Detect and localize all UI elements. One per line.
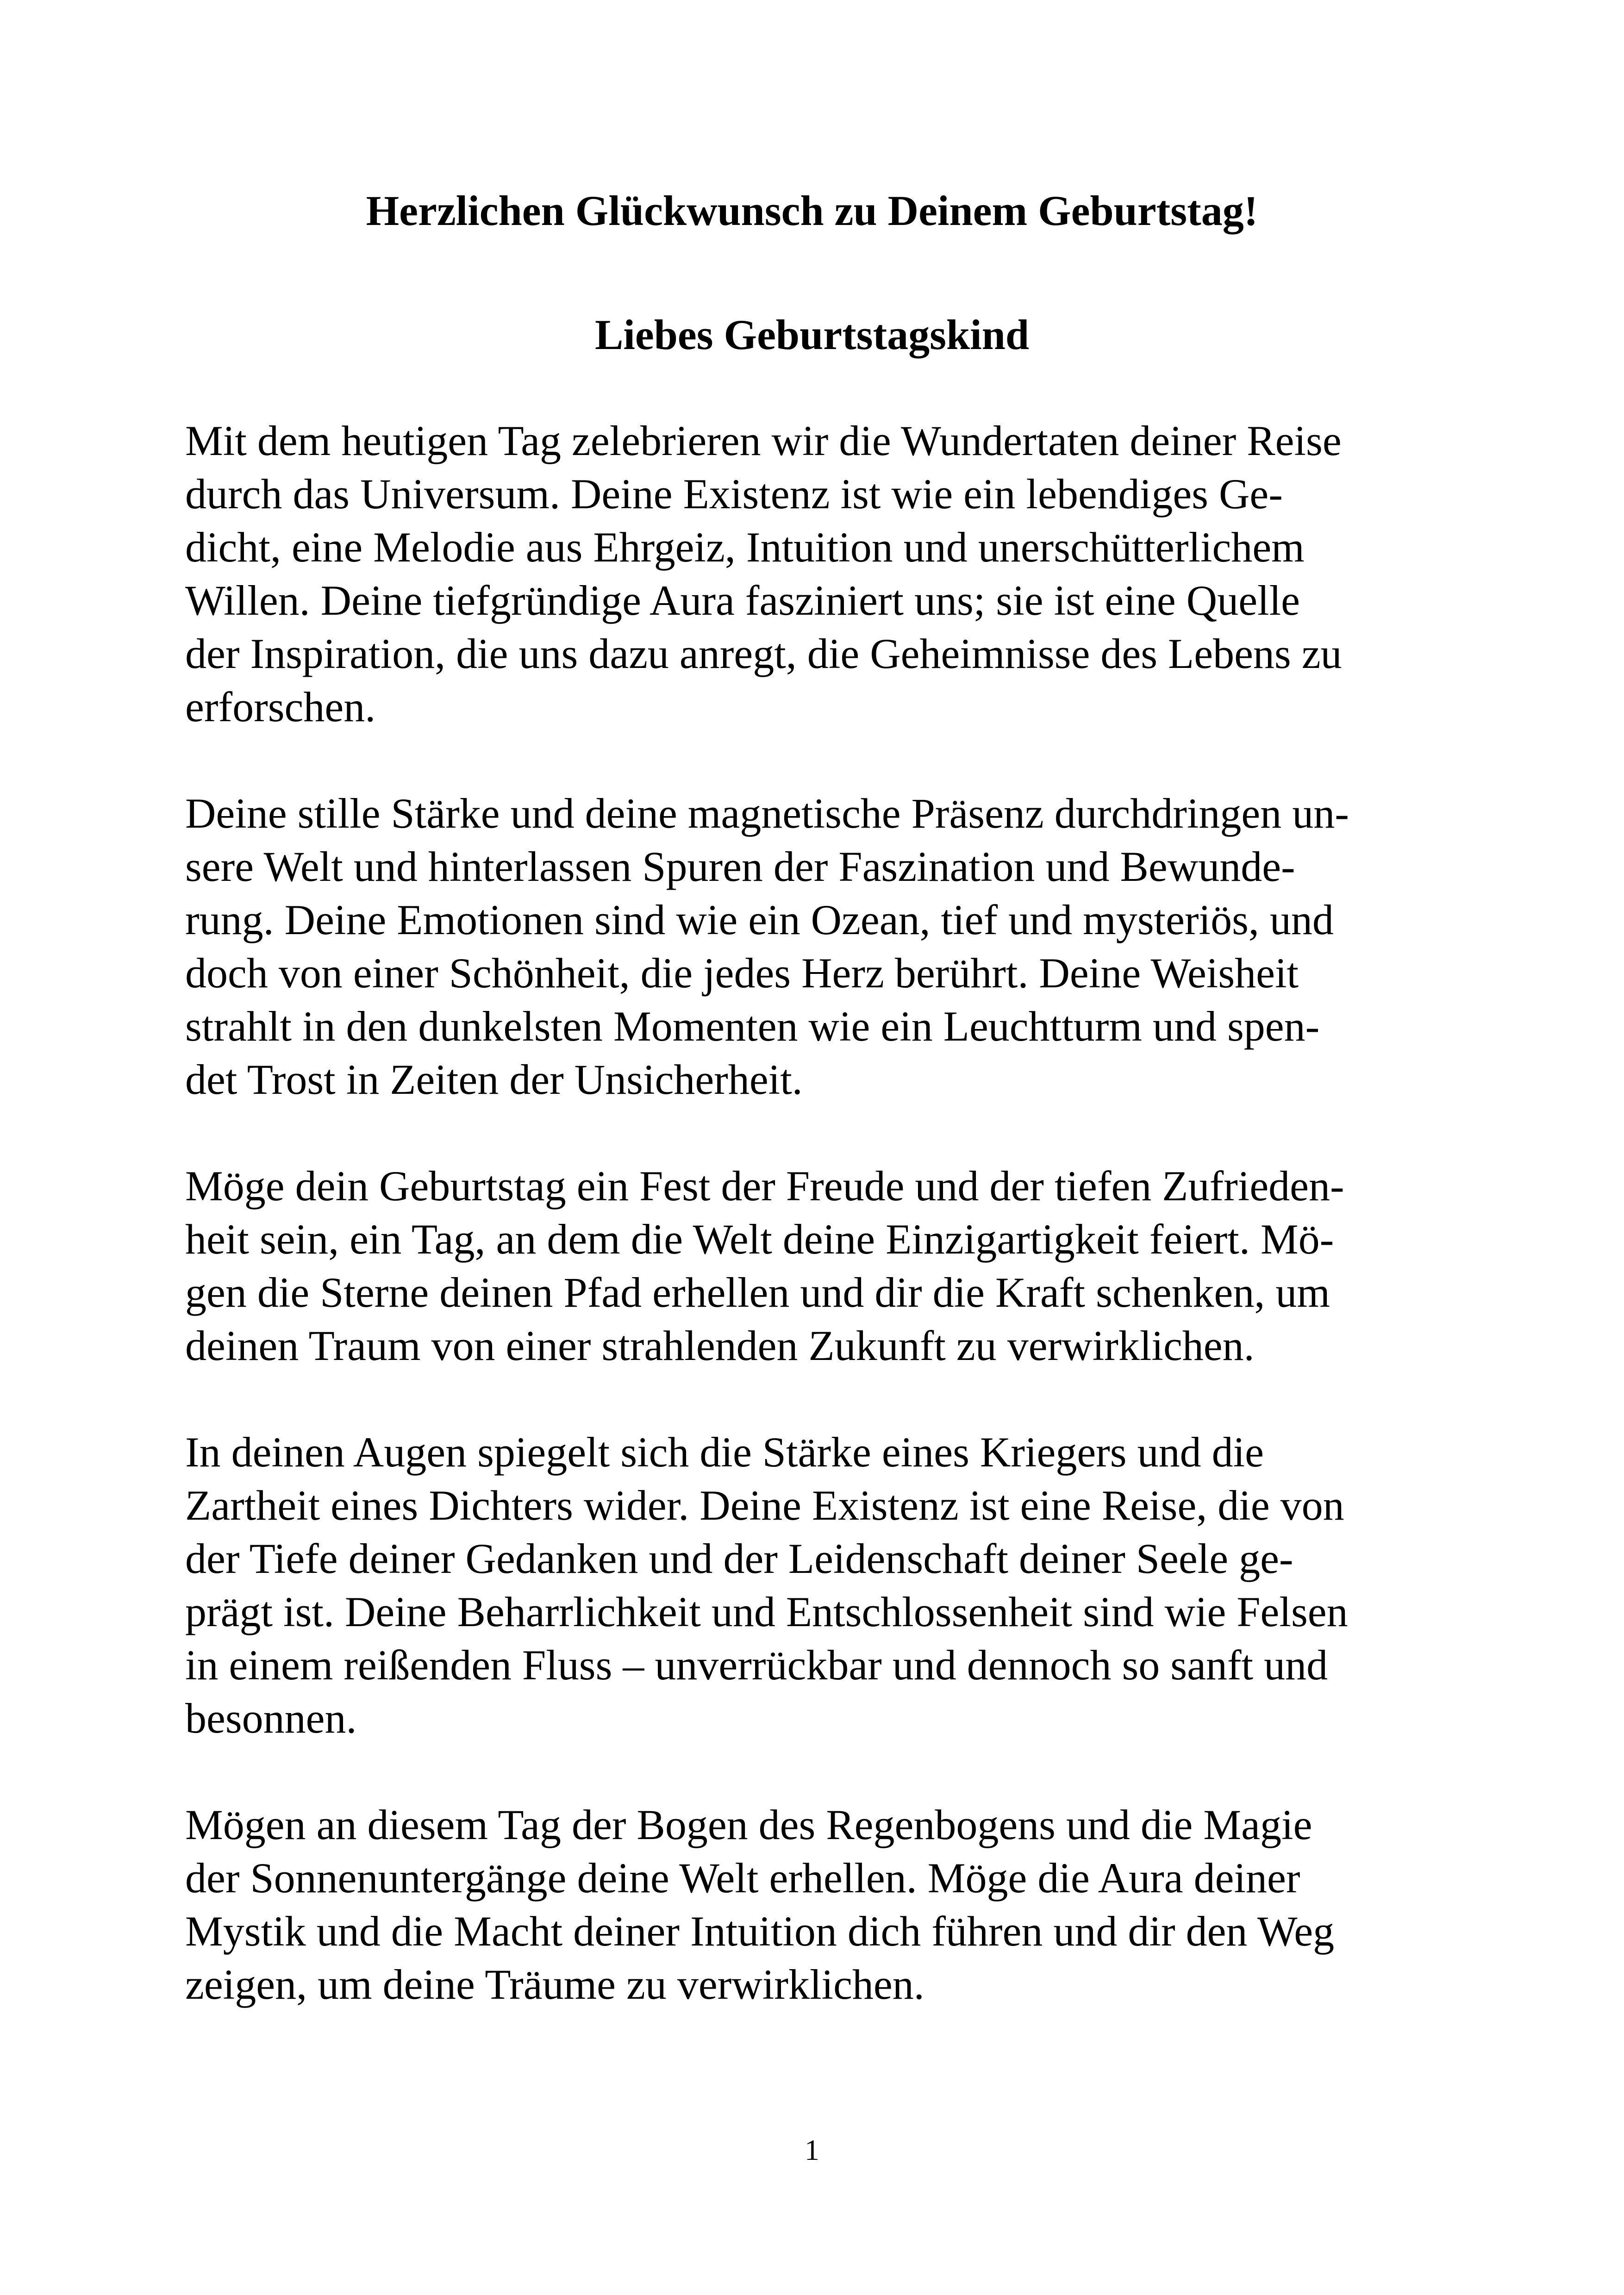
paragraph-5 <box>185 1798 1458 2011</box>
letter-body <box>185 414 1458 2064</box>
text-line: deinen Traum von einer strahlenden Zukunft zu verwirklichen. <box>185 1322 1255 1369</box>
page-title: Herzlichen Glückwunsch zu Deinem Geburtstag! <box>366 187 1258 234</box>
text-line: der Sonnenuntergänge deine Welt erhellen. Möge die Aura deiner <box>185 1854 1300 1902</box>
text-line: durch das Universum. Deine Existenz ist wie ein lebendiges Ge- <box>185 470 1283 518</box>
page-subtitle: Liebes Geburtstagskind <box>594 311 1030 358</box>
text-line: gen die Sterne deinen Pfad erhellen und dir die Kraft schenken, um <box>185 1269 1330 1316</box>
text-line: sere Welt und hinterlassen Spuren der Faszination und Bewunde- <box>185 843 1295 890</box>
text-line: doch von einer Schönheit, die jedes Herz berührt. Deine Weisheit <box>185 949 1299 997</box>
text-line: Deine stille Stärke und deine magnetische Präsenz durchdringen un- <box>185 790 1349 837</box>
text-line: In deinen Augen spiegelt sich die Stärke eines Kriegers und die <box>185 1428 1264 1476</box>
text-line: strahlt in den dunkelsten Momenten wie ein Leuchtturm und spen- <box>185 1003 1320 1050</box>
text-line: der Inspiration, die uns dazu anregt, die Geheimnisse des Lebens zu <box>185 630 1342 677</box>
text-line: in einem reißenden Fluss – unverrückbar und dennoch so sanft und <box>185 1641 1328 1689</box>
paragraph-1 <box>185 414 1458 734</box>
text-line: prägt ist. Deine Beharrlichkeit und Entschlossenheit sind wie Felsen <box>185 1588 1348 1635</box>
text-line: Mystik und die Macht deiner Intuition dich führen und dir den Weg <box>185 1908 1335 1955</box>
text-line: Mögen an diesem Tag der Bogen des Regenbogens und die Magie <box>185 1801 1312 1848</box>
text-line: besonnen. <box>185 1695 357 1742</box>
text-line: Mit dem heutigen Tag zelebrieren wir die Wundertaten deiner Reise <box>185 417 1342 464</box>
text-line: erforschen. <box>185 683 376 730</box>
text-line: zeigen, um deine Träume zu verwirklichen. <box>185 1961 924 2008</box>
page-number: 1 <box>805 2133 819 2166</box>
paragraph-4 <box>185 1426 1458 1745</box>
text-line: der Tiefe deiner Gedanken und der Leidenschaft deiner Seele ge- <box>185 1535 1293 1582</box>
text-line: rung. Deine Emotionen sind wie ein Ozean, tief und mysteriös, und <box>185 896 1334 943</box>
text-line: Willen. Deine tiefgründige Aura fasziniert uns; sie ist eine Quelle <box>185 577 1300 624</box>
text-line: heit sein, ein Tag, an dem die Welt deine Einzigartigkeit feiert. Mö- <box>185 1216 1334 1263</box>
text-line: Möge dein Geburtstag ein Fest der Freude und der tiefen Zufrieden- <box>185 1162 1344 1210</box>
text-line: dicht, eine Melodie aus Ehrgeiz, Intuition und unerschütterlichem <box>185 524 1305 571</box>
text-line: Zartheit eines Dichters wider. Deine Existenz ist eine Reise, die von <box>185 1482 1344 1529</box>
paragraph-3 <box>185 1160 1458 1372</box>
text-line: det Trost in Zeiten der Unsicherheit. <box>185 1056 803 1103</box>
paragraph-2 <box>185 787 1458 1106</box>
